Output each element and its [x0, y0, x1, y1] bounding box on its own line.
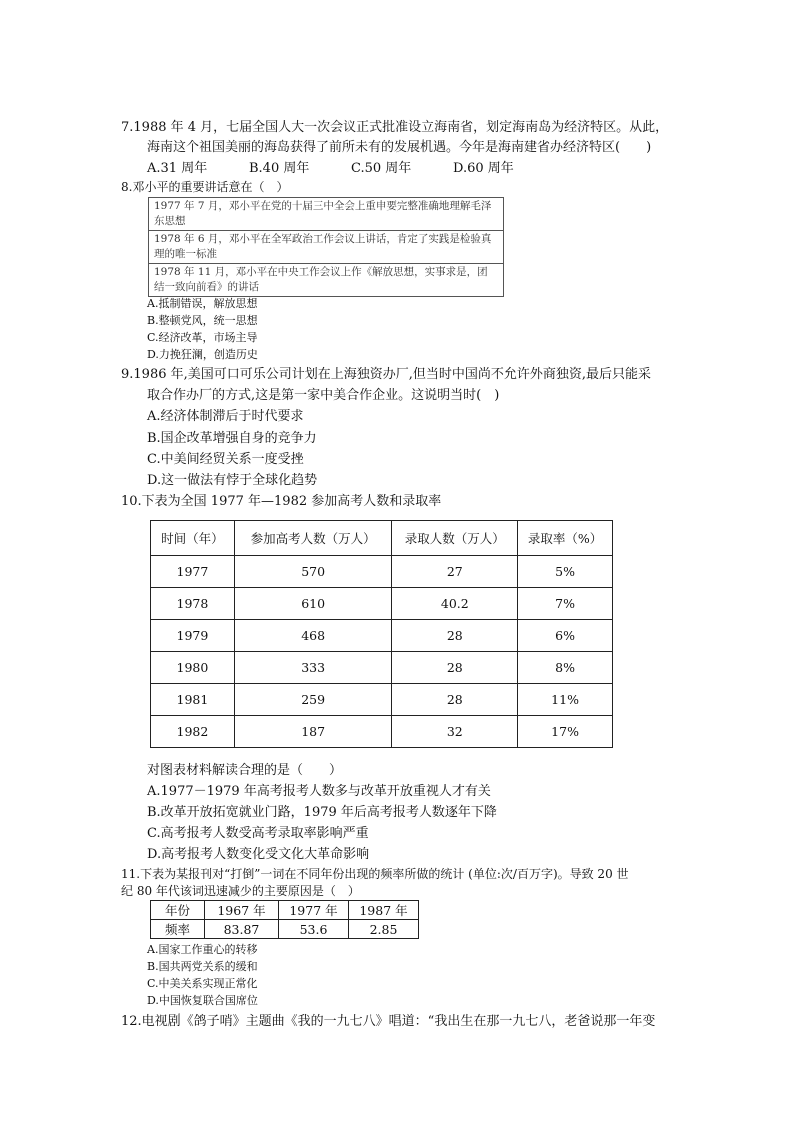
table-cell: 27: [392, 556, 518, 588]
table-cell: 17%: [518, 716, 613, 748]
q10-question: 对图表材料解读合理的是（ ）: [147, 763, 343, 778]
table-cell: 1980: [151, 652, 235, 684]
q10-option-d: D.高考报考人数变化受文化大革命影响: [147, 847, 370, 862]
q9-option-b: B.国企改革增强自身的竞争力: [147, 431, 317, 446]
table-row: [151, 716, 613, 748]
table-cell: 610: [234, 588, 392, 620]
q9-line1: 9.1986 年,美国可口可乐公司计划在上海独资办厂,但当时中国尚不允许外商独资,最后只能采: [121, 367, 652, 382]
q11-option-c: C.中美关系实现正常化: [147, 977, 258, 990]
table-cell: 频率: [151, 920, 205, 939]
q7-option-c: C.50 周年: [351, 161, 412, 176]
table-cell: 259: [234, 684, 392, 716]
table-cell: 1987 年: [349, 901, 419, 920]
table-cell: 1977: [151, 556, 235, 588]
table-cell: 83.87: [205, 920, 279, 939]
table-cell: 1981: [151, 684, 235, 716]
table-row: [151, 684, 613, 716]
table-cell: 32: [392, 716, 518, 748]
q10-stem: 10.下表为全国 1977 年—1982 参加高考人数和录取率: [121, 494, 442, 509]
table-cell: 5%: [518, 556, 613, 588]
table-row: [151, 652, 613, 684]
q11-option-a: A.国家工作重心的转移: [147, 943, 258, 956]
q11-line1: 11.下表为某报刊对“打倒”一词在不同年份出现的频率所做的统计 (单位:次/百万字)。导致 20 世: [121, 867, 629, 881]
q11-option-d: D.中国恢复联合国席位: [147, 994, 258, 1007]
q11-line2: 纪 80 年代该词迅速减少的主要原因是（ ）: [121, 884, 360, 898]
q9-line2: 取合作办厂的方式,这是第一家中美合作企业。这说明当时( ): [147, 388, 500, 403]
table-cell: 1979: [151, 620, 235, 652]
table-cell: 6%: [518, 620, 613, 652]
q8-option-d: D.力挽狂澜，创造历史: [147, 348, 258, 361]
q7-line2: 海南这个祖国美丽的海岛获得了前所未有的发展机遇。今年是海南建省办经济特区( ): [147, 140, 652, 155]
q11-option-b: B.国共两党关系的缓和: [147, 960, 258, 973]
table-row: [151, 920, 419, 939]
table-cell: 53.6: [279, 920, 349, 939]
table-cell: 1967 年: [205, 901, 279, 920]
q7-line1: 7.1988 年 4 月，七届全国人大一次会议正式批准设立海南省，划定海南岛为经济特区。从此，: [121, 120, 669, 135]
q8-quote-2: 1978 年 6 月，邓小平在全军政治工作会议上讲话，肯定了实践是检验真理的唯一标准: [149, 231, 504, 264]
q9-option-a: A.经济体制滞后于时代要求: [147, 409, 304, 424]
table-cell: 7%: [518, 588, 613, 620]
table-cell: 11%: [518, 684, 613, 716]
q7-option-b: B.40 周年: [249, 161, 310, 176]
q7-option-a: A.31 周年: [147, 161, 208, 176]
q9-option-d: D.这一做法有悖于全球化趋势: [147, 473, 318, 488]
table-cell: 28: [392, 620, 518, 652]
table-cell: 570: [234, 556, 392, 588]
table-header-row: [151, 521, 613, 556]
q12-line1: 12.电视剧《鸽子哨》主题曲《我的一九七八》唱道：“我出生在那一九七八，老爸说那一年变: [121, 1014, 656, 1029]
q10-option-a: A.1977－1979 年高考报考人数多与改革开放重视人才有关: [147, 784, 491, 799]
q8-stem: 8.邓小平的重要讲话意在（ ）: [121, 180, 289, 194]
q11-table: [150, 900, 419, 939]
q8-option-c: C.经济改革，市场主导: [147, 331, 258, 344]
table-cell: 28: [392, 684, 518, 716]
header-year: 时间（年）: [151, 521, 235, 556]
header-rate: 录取率（%）: [518, 521, 613, 556]
q8-option-b: B.整顿党风，统一思想: [147, 314, 258, 327]
table-cell: 333: [234, 652, 392, 684]
q10-table: [150, 520, 613, 748]
table-row: [151, 556, 613, 588]
header-admitted: 录取人数（万人）: [392, 521, 518, 556]
q9-option-c: C.中美间经贸关系一度受挫: [147, 452, 304, 467]
q8-quote-3: 1978 年 11 月，邓小平在中央工作会议上作《解放思想，实事求是，团结一致向前看》的讲话: [149, 264, 504, 297]
q10-option-b: B.改革开放拓宽就业门路，1979 年后高考报考人数逐年下降: [147, 805, 497, 820]
q8-quote-1: 1977 年 7 月，邓小平在党的十届三中全会上重申要完整准确地理解毛泽东思想: [149, 198, 504, 231]
table-cell: 1977 年: [279, 901, 349, 920]
q8-option-a: A.抵制错误，解放思想: [147, 297, 258, 310]
table-row: [151, 620, 613, 652]
table-cell: 187: [234, 716, 392, 748]
table-row: [151, 901, 419, 920]
table-cell: 1982: [151, 716, 235, 748]
table-cell: 40.2: [392, 588, 518, 620]
table-cell: 28: [392, 652, 518, 684]
table-cell: 8%: [518, 652, 613, 684]
q7-option-d: D.60 周年: [453, 161, 514, 176]
table-row: [151, 588, 613, 620]
header-applicants: 参加高考人数（万人）: [234, 521, 392, 556]
table-cell: 468: [234, 620, 392, 652]
q10-option-c: C.高考报考人数受高考录取率影响严重: [147, 826, 369, 841]
table-cell: 年份: [151, 901, 205, 920]
table-cell: 2.85: [349, 920, 419, 939]
table-cell: 1978: [151, 588, 235, 620]
q8-quote-table: [148, 197, 504, 297]
q7-options: [147, 160, 555, 177]
